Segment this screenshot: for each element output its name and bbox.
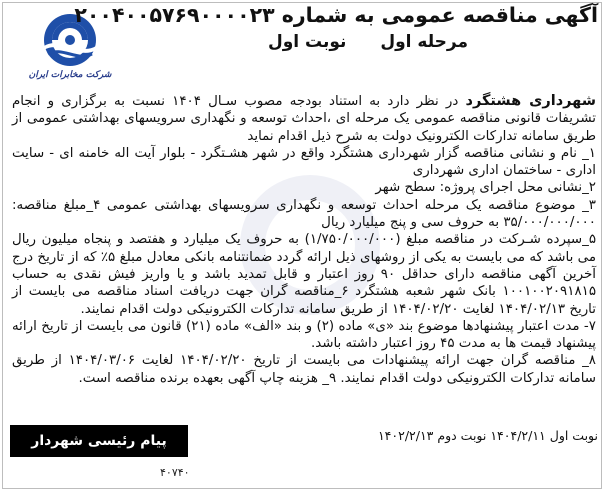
ad-body	[12, 93, 596, 387]
round-label: نوبت اول	[267, 32, 347, 52]
item-3: ۳_ موضوع مناقصه یک مرحله احداث توسعه و نگهداری سرویسهای بهداشتی عمومی ۴_مبلغ مناقصه: ۳۵/۰۰۰/۰۰۰/۰۰۰ به حروف سی و پنج میلیارد ریال	[12, 197, 596, 231]
item-2: ۲_نشانی محل اجرای پروژه: سطح شهر	[375, 180, 596, 196]
publication-dates: نوبت اول ۱۴۰۴/۲/۱۱ نوبت دوم ۱۴۰۲/۲/۱۳	[377, 428, 598, 443]
ad-code: ۴۰۷۴۰	[160, 466, 190, 479]
item-8: ۸_ مناقصه گران جهت ارائه پیشنهادات می بایست از تاریخ ۱۴۰۴/۰۲/۲۰ لغایت ۱۴۰۴/۰۳/۰۶ از طریق سامانه تدارکات الکترونیکی دولت اقدام نمایند. ۹_ هزینه چاپ آگهی بعهده برنده مناقصه است.	[12, 353, 596, 386]
stage-label: مرحله اول	[380, 32, 469, 52]
municipality-name: شهرداری هشتگرد	[465, 93, 596, 109]
intro-paragraph	[12, 93, 596, 145]
ad-stage	[138, 30, 598, 54]
item-7: ۷- مدت اعتبار پیشنهادها موضوع بند «ی» ماده (۲) و بند «الف» ماده (۲۱) قانون می بایست از تاریخ ارائه پیشنهاد قیمت ها به مدت ۴۵ روز اعتبار داشته باشد.	[12, 318, 596, 352]
intro-text: در نظر دارد به استناد بودجه مصوب سـال ۱۴۰۴ نسبت به برگزاری و انجام تشریفات قانونی مناقصه عمومی یک مرحله ای ،احداث توسعه و نگهداری سرویسهای بهداشتی عمومی از طریق سامانه تدارکات الکترونیک دولت به شرح ذیل اقدام نماید	[12, 94, 596, 144]
item-5: ۵_سپرده شـرکت در مناقصه مبلغ (۱/۷۵۰/۰۰۰/۰۰۰) به حروف یک میلیارد و هفتصد و پنجاه میلیون ریال می باشد که می بایست به یکی از روشهای ذیل ارائه گردد ضمانتنامه بانکی معادل مبلغ ۵٪ که از تاریخ درج آخرین آگهی مناقصه دارای حداقل ۹۰ روز اعتبار و قابل تمدید باشد و یا واریز فیش نقدی به حساب ۱۰۰۱۰۰۲۰۹۱۸۱۵ بانک شهر شعبه هشتگرد ۶_مناقصه گران جهت دریافت اسناد مناقصه می بایست از تاریخ ۱۴۰۴/۰۲/۱۳ لغایت ۱۴۰۴/۰۲/۲۰ از طریق سامانه تدارکات الکترونیکی دولت اقدام نمایند.	[12, 232, 597, 317]
ad-title: آگهی مناقصه عمومی به شماره ۲۰۰۴۰۰۵۷۶۹۰۰۰۰۲۳	[74, 3, 598, 27]
publisher-box: پیام رئیسی شهردار هشتگرد	[10, 425, 188, 457]
company-logo-caption: شرکت مخابرات ایران	[28, 70, 112, 80]
item-1: ۱_ نام و نشانی مناقصه گزار شهرداری هشتگرد واقع در شهر هشـتگرد - بلوار آیت اله خامنه ای - سایت اداری - ساختمان اداری شهرداری	[12, 145, 596, 179]
